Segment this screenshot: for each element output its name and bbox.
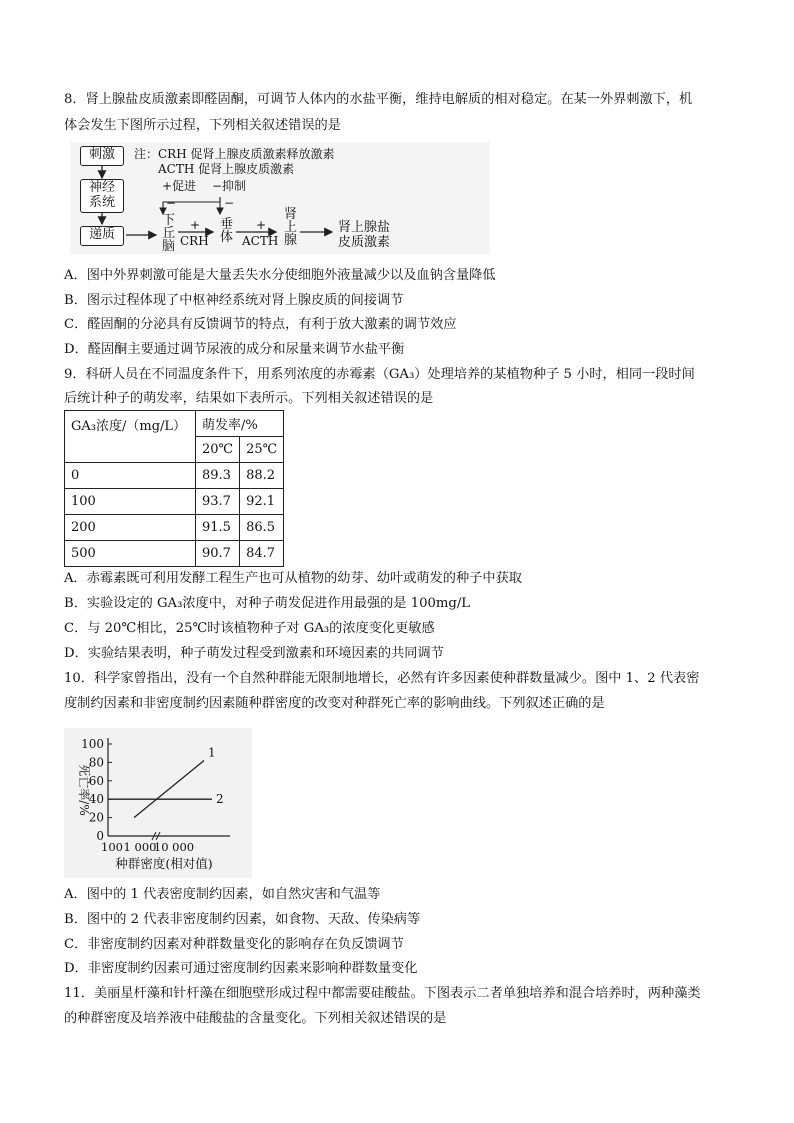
cell-20c: 90.7 — [196, 541, 240, 567]
q10-option-d[interactable]: D．非密度制约因素可通过密度制约因素来影响种群数量变化 — [64, 961, 418, 976]
q8-option-b[interactable]: B．图示过程体现了中枢神经系统对肾上腺皮质的间接调节 — [64, 293, 404, 308]
table-row — [65, 515, 284, 541]
y-tick-label: 100 — [81, 737, 104, 751]
q8-option-a[interactable]: A．图中外界刺激可能是大量丢失水分使细胞外液量减少以及血钠含量降低 — [64, 268, 496, 283]
table-row — [65, 463, 284, 489]
q9-option-d[interactable]: D．实验结果表明，种子萌发过程受到激素和环境因素的共同调节 — [64, 646, 444, 661]
q11-stem-line1: 11．美丽星杆藻和针杆藻在细胞壁形成过程中都需要硅酸盐。下图表示二者单独培养和混合培养时，两种藻类 — [64, 986, 701, 1001]
y-tick-label: 40 — [88, 792, 104, 807]
ga3-table — [64, 410, 284, 567]
pituitary-label: 垂 体 — [220, 217, 234, 245]
cell-20c: 89.3 — [196, 463, 240, 489]
x-tick-label: 100 — [101, 840, 123, 854]
y-tick-label: 80 — [88, 755, 104, 770]
nervous-system-box: 神经 系统 — [80, 179, 124, 213]
series-label-1: 1 — [208, 745, 216, 760]
legend-promote: +促进 — [162, 179, 197, 193]
q9-stem-line1: 9．科研人员在不同温度条件下，用系列浓度的赤霉素（GA₃）处理培养的某植物种子 5 小时，相同一段时间 — [64, 367, 695, 382]
q8-option-d[interactable]: D．醛固酮主要通过调节尿液的成分和尿量来调节水盐平衡 — [64, 342, 405, 357]
feedback-minus-1: − — [166, 196, 177, 210]
cell-25c: 88.2 — [240, 463, 284, 489]
chart-svg — [64, 728, 252, 878]
q10-option-b[interactable]: B．图中的 2 代表非密度制约因素，如食物、天敌、传染病等 — [64, 912, 421, 927]
cell-25c: 92.1 — [240, 489, 284, 515]
q8-stem-line1: 8．肾上腺盐皮质激素即醛固酮，可调节人体内的水盐平衡，维持电解质的相对稳定。在某一外界刺激下，机 — [64, 92, 693, 107]
q10-option-c[interactable]: C．非密度制约因素对种群数量变化的影响存在负反馈调节 — [64, 937, 404, 952]
arrow-plus-2: + — [256, 218, 267, 232]
cell-25c: 84.7 — [240, 541, 284, 567]
arrow-plus-1: + — [190, 218, 201, 232]
series-label-2: 2 — [216, 792, 224, 807]
stimulus-box: 刺激 — [80, 146, 124, 166]
table-row — [65, 541, 284, 567]
q10-stem-line1: 10．科学家曾指出，没有一个自然种群能无限制地增长，必然有许多因素使种群数量减少。图中 1、2 代表密 — [64, 671, 700, 686]
q9-option-a[interactable]: A．赤霉素既可利用发酵工程生产也可从植物的幼芽、幼叶或萌发的种子中获取 — [64, 571, 522, 586]
q8-stem-line2: 体会发生下图所示过程，下列相关叙述错误的是 — [64, 118, 341, 133]
x-axis-title: 种群密度(相对值) — [115, 856, 213, 871]
q9-option-c[interactable]: C．与 20℃相比，25℃时该植物种子对 GA₃的浓度变化更敏感 — [64, 621, 435, 636]
x-tick-label: 1 000 — [123, 840, 157, 854]
crh-label: CRH — [180, 234, 209, 248]
header-germination-rate: 萌发率/% — [196, 411, 284, 437]
cell-20c: 93.7 — [196, 489, 240, 515]
x-tick-label: 10 000 — [153, 840, 195, 854]
cell-conc: 500 — [65, 541, 196, 567]
cell-20c: 91.5 — [196, 515, 240, 541]
q11-stem-line2: 的种群密度及培养液中硅酸盐的含量变化。下列相关叙述错误的是 — [64, 1011, 447, 1026]
q8-option-c[interactable]: C．醛固酮的分泌具有反馈调节的特点，有利于放大激素的调节效应 — [64, 317, 457, 332]
q9-option-b[interactable]: B．实验设定的 GA₃浓度中，对种子萌发促进作用最强的是 100mg/L — [64, 596, 471, 611]
y-axis-title: 死亡率/% — [77, 764, 91, 816]
q10-stem-line2: 度制约因素和非密度制约因素随种群密度的改变对种群死亡率的影响曲线。下列叙述正确的是 — [64, 696, 605, 711]
series-line-1 — [134, 761, 204, 818]
adrenal-label: 肾 上 腺 — [284, 207, 298, 248]
y-tick-label: 0 — [96, 829, 104, 843]
diagram-note-acth: ACTH 促肾上腺皮质激素 — [158, 162, 295, 176]
cell-25c: 86.5 — [240, 515, 284, 541]
header-25c: 25℃ — [240, 437, 284, 463]
transmitter-box: 递质 — [80, 226, 124, 246]
table-row — [65, 489, 284, 515]
q8-diagram — [70, 142, 490, 254]
cell-conc: 200 — [65, 515, 196, 541]
feedback-minus-2: − — [224, 196, 235, 210]
cell-conc: 0 — [65, 463, 196, 489]
y-tick-label: 60 — [88, 773, 104, 788]
hormone-label: 肾上腺盐 皮质激素 — [338, 220, 391, 250]
acth-label: ACTH — [242, 234, 279, 248]
diagram-note-crh: 注：CRH 促肾上腺皮质激素释放激素 — [134, 147, 335, 161]
y-tick-label: 20 — [88, 810, 104, 825]
legend-inhibit: −抑制 — [212, 179, 247, 193]
hypothalamus-label: 下 丘 脑 — [162, 213, 176, 254]
header-concentration: GA₃浓度/（mg/L） — [65, 411, 196, 463]
q9-stem-line2: 后统计种子的萌发率，结果如下表所示。下列相关叙述错误的是 — [64, 391, 434, 406]
cell-conc: 100 — [65, 489, 196, 515]
mortality-chart — [64, 728, 252, 878]
header-20c: 20℃ — [196, 437, 240, 463]
q10-option-a[interactable]: A．图中的 1 代表密度制约因素，如自然灾害和气温等 — [64, 887, 381, 902]
